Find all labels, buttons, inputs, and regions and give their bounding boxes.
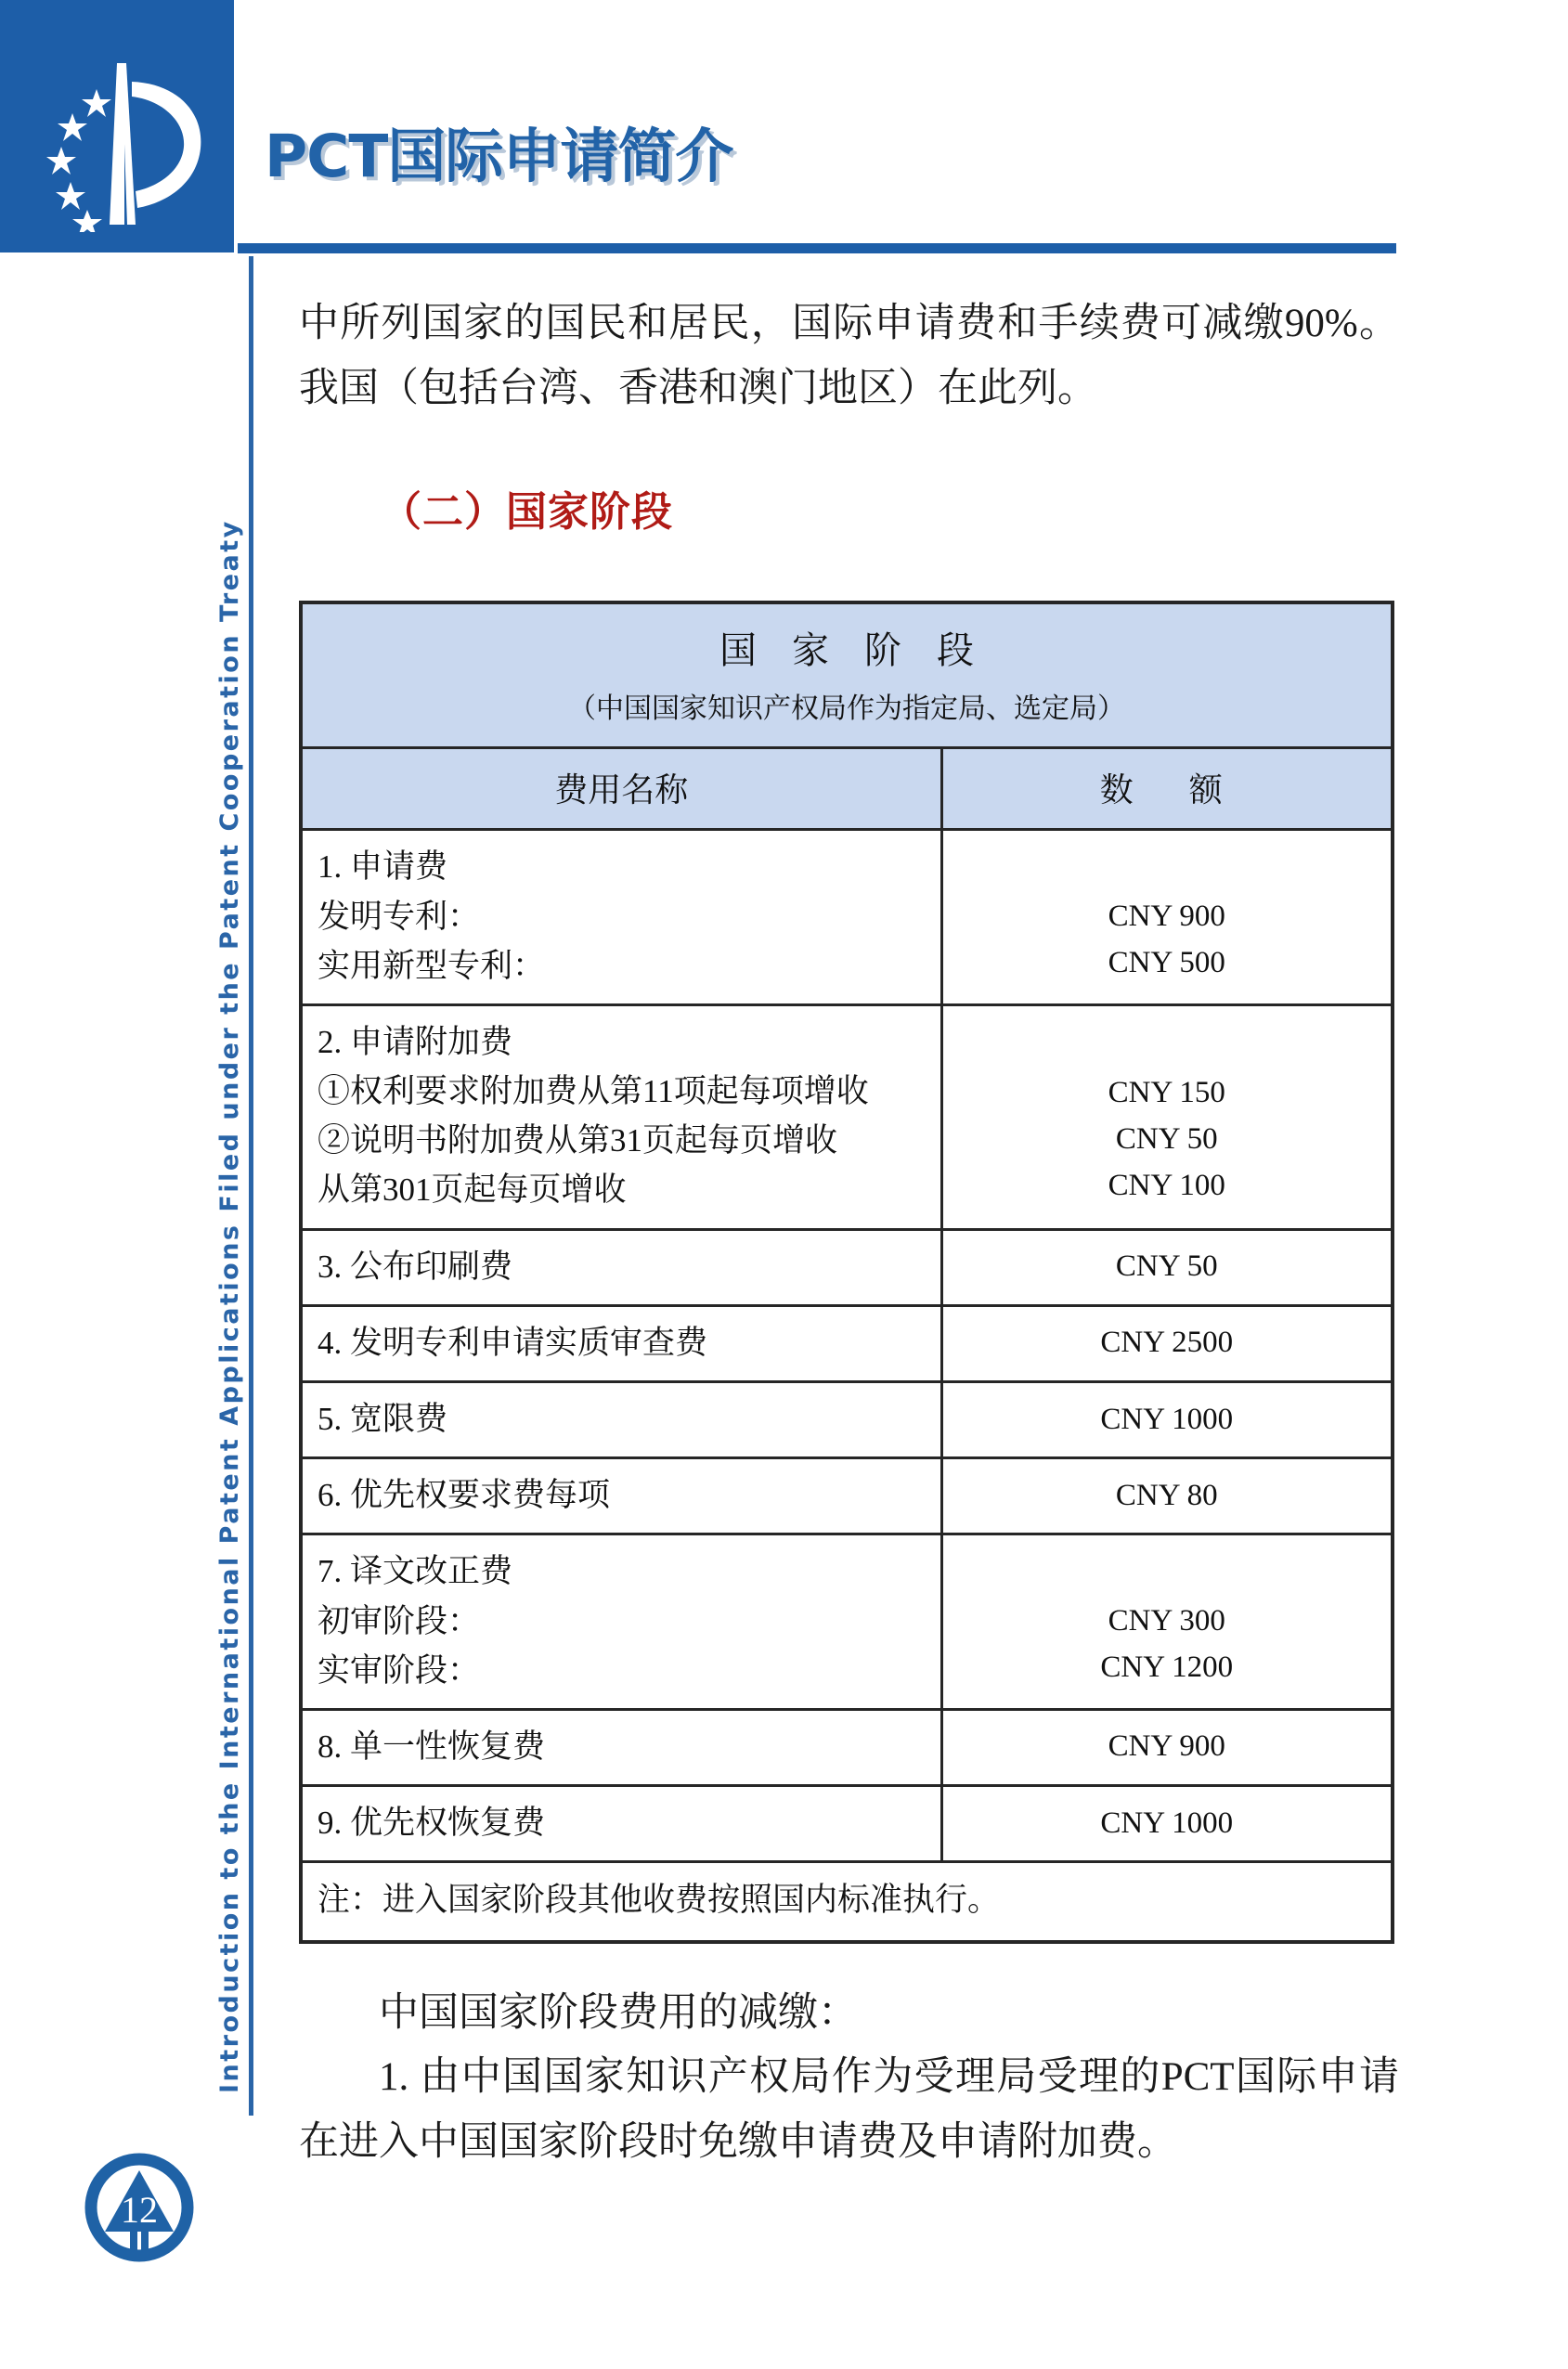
fee-name-cell [301,1709,941,1785]
fee-amount-line: CNY 50 [1115,1249,1218,1284]
fee-name-cell [301,1382,941,1458]
fee-amount-line: CNY 100 [1108,1169,1225,1203]
intro-paragraph: 中所列国家的国民和居民，国际申请费和手续费可减缴90%。我国（包括台湾、香港和澳门地区）在此列。 [299,302,1399,410]
fee-name-line: ②说明书附加费从第31页起每页增收 [317,1122,838,1159]
reduction-item-1-paragraph: 1. 由中国国家知识产权局作为受理局受理的PCT国际申请在进入中国国家阶段时免缴申请费及申请附加费。 [299,2055,1399,2165]
table-subtitle-text: （中国国家知识产权局作为指定局、选定局） [568,693,1125,725]
fee-amount-line: CNY 1000 [1100,1806,1234,1840]
fee-name-line: 实用新型专利： [317,947,546,984]
fee-name-cell [301,1305,941,1381]
fee-amount-line: CNY 500 [1108,946,1225,980]
table-row [301,1534,1393,1710]
fee-amount-line: CNY 300 [1108,1604,1225,1638]
fee-name-line: 9. 优先权恢复费 [317,1805,546,1842]
fee-amount-cell [941,830,1393,1005]
reduction-intro-paragraph: 中国国家阶段费用的减缴： [379,1990,858,2035]
sidebar-vertical-rule [249,256,253,2116]
table-row [301,830,1393,1005]
table-row [301,1305,1393,1381]
fee-amount-cell [941,1229,1393,1305]
table-row [301,1382,1393,1458]
fee-name-line: 初审阶段： [317,1602,481,1639]
page-title: PCT国际申请简介 [265,123,733,190]
fee-amount-line: CNY 900 [1108,1729,1225,1764]
column-header-amount: 数 额 [941,748,1393,830]
sidebar-running-title: Introduction to the International Patent Applications Filed under the Patent Cooperation Treaty [215,519,244,2093]
fee-amount-cell [941,1534,1393,1710]
fee-amount-cell [941,1786,1393,1862]
fee-amount-line: CNY 80 [1115,1478,1218,1512]
fee-amount-line: CNY 900 [1108,900,1225,934]
fee-name-cell [301,1229,941,1305]
table-title-row [301,602,1393,748]
table-row [301,1458,1393,1534]
table-row [301,1229,1393,1305]
main-content [299,278,1399,2175]
fee-amount-line: CNY 150 [1108,1076,1225,1110]
fee-name-cell [301,1458,941,1534]
fee-name-cell [301,1534,941,1710]
fee-name-line: 3. 公布印刷费 [317,1248,513,1285]
fee-name-line: 实审阶段： [317,1651,481,1689]
fee-name-line: 5. 宽限费 [317,1401,448,1437]
fee-amount-cell [941,1382,1393,1458]
fee-amount-line: CNY 50 [1115,1122,1218,1157]
fee-name-line: 2. 申请附加费 [317,1023,513,1060]
fee-name-line: 发明专利： [317,898,481,935]
page-number-text: 12 [121,2188,158,2231]
fee-name-line: 6. 优先权要求费每项 [317,1477,611,1514]
fee-amount-line: CNY 1200 [1100,1651,1234,1685]
fee-name-line: 1. 申请费 [317,848,448,886]
table-title-text: 国 家 阶 段 [719,629,987,672]
fee-name-cell [301,1004,941,1229]
fee-name-cell [301,1786,941,1862]
fee-name-line: 8. 单一性恢复费 [317,1728,546,1765]
table-note-row [301,1862,1393,1942]
fee-name-line: ①权利要求附加费从第11项起每项增收 [317,1073,869,1110]
fee-amount-line: CNY 2500 [1100,1326,1234,1360]
table-column-header-row [301,748,1393,830]
page-number-badge [84,2152,195,2263]
fee-amount-cell [941,1004,1393,1229]
fee-table-body [301,602,1393,1942]
header-divider-rule [238,243,1396,253]
fee-name-line: 4. 发明专利申请实质审查费 [317,1324,708,1361]
table-title-cell [301,602,1393,748]
table-row [301,1786,1393,1862]
fee-amount-line: CNY 1000 [1100,1402,1234,1436]
section-heading-national-phase: （二）国家阶段 [381,489,673,536]
column-header-fee-name: 费用名称 [301,748,941,830]
fee-amount-cell [941,1458,1393,1534]
table-note-cell: 注：进入国家阶段其他收费按照国内标准执行。 [301,1862,1393,1942]
table-row [301,1709,1393,1785]
fee-name-line: 7. 译文改正费 [317,1553,513,1590]
wipo-p-stars-logo-icon [28,56,214,232]
national-phase-fee-table [299,601,1394,1944]
fee-amount-cell [941,1305,1393,1381]
fee-name-cell [301,830,941,1005]
table-row [301,1004,1393,1229]
fee-amount-cell [941,1709,1393,1785]
fee-name-line: 从第301页起每页增收 [317,1172,627,1209]
